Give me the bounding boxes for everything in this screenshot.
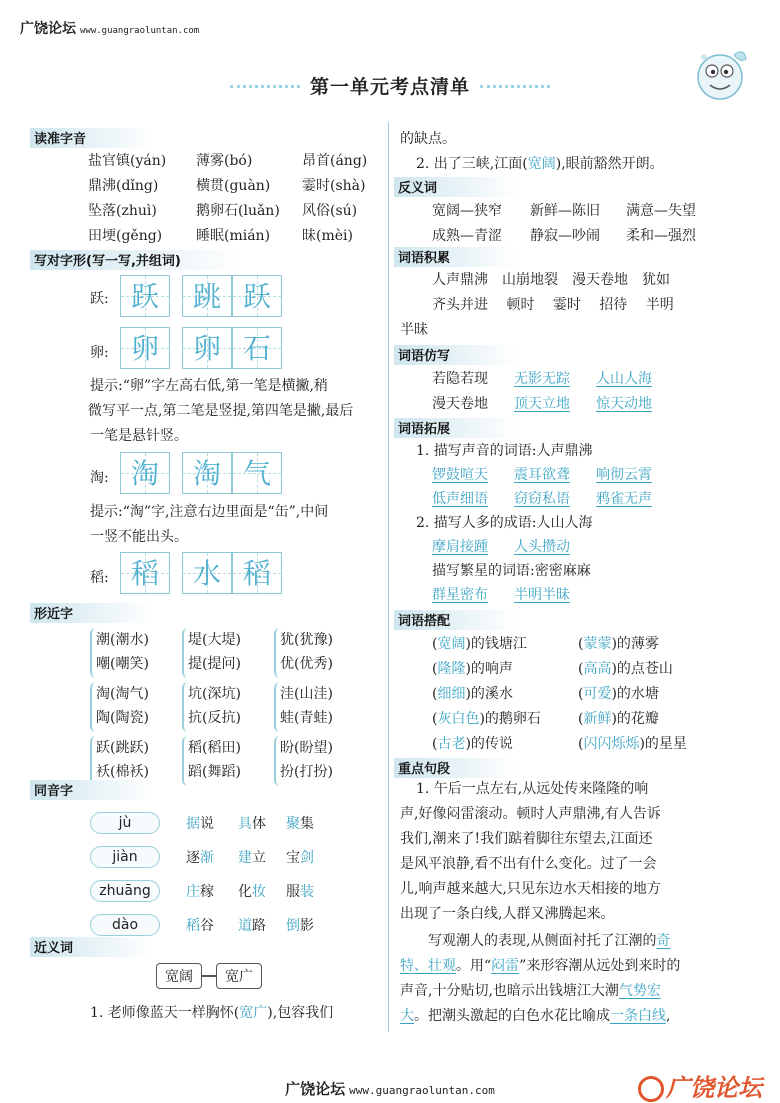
section-synonym-head: 近义词: [30, 937, 155, 957]
write-label: 卵:: [90, 345, 109, 361]
grid-cell: 石: [232, 327, 282, 369]
section-read-head: 读准字音: [30, 128, 155, 148]
header-site: [20, 18, 199, 38]
section-homophone-head: 同音字: [30, 780, 155, 800]
grid-cell: 淘: [182, 452, 232, 494]
read-row: 盐官镇(yán) 薄雾(bó) 昂首(áng): [88, 153, 368, 169]
grid-cell: 卵: [120, 327, 170, 369]
antonym-list: 宽阔—狭窄 新鲜—陈旧 满意—失望 成熟—青涩 静寂—吵闹 柔和—强烈: [432, 203, 696, 244]
homophone-list: [90, 806, 390, 942]
read-list: [88, 150, 388, 250]
page-title: 第一单元考点清单: [309, 76, 470, 98]
section-write-head: 写对字形(写一写,并组词): [30, 250, 245, 270]
write-tip-2: 提示:“淘”字,注意右边里面是“缶”,中间 一竖不能出头。: [90, 504, 329, 545]
write-tip-1: 提示:“卵”字左高右低,第一笔是横撇,稍 微写平一点,第二笔是竖提,第四笔是撇,最后 一笔是悬针竖。: [88, 378, 354, 444]
section-similar-head: 形近字: [30, 603, 155, 623]
grid-cell: 稻: [232, 552, 282, 594]
imitate-list: 若隐若现 无影无踪 人山人海 漫天卷地 顶天立地 惊天动地: [432, 371, 652, 412]
grid-cell: 水: [182, 552, 232, 594]
section-antonym-head: 反义词: [394, 177, 519, 197]
match-list: (宽阔)的钱塘江 (蒙蒙)的薄雾 (隆隆)的响声 (高高)的点苍山 (细细)的溪水 (可爱)的水塘 (灰白色)的鹅卵石 (新鲜)的花瓣 (古老)的传说 (闪闪烁烁)的星星: [432, 636, 687, 752]
right-cont-2: 2. 出了三峡,江面(宽阔),眼前豁然开朗。: [416, 156, 664, 172]
grid-cell: 跳: [182, 275, 232, 317]
expand-list: 1. 描写声音的词语:人声鼎沸 锣鼓喧天 震耳欲聋 响彻云霄 低声细语 窃窃私语 鸦雀无声 2. 描写人多的成语:人山人海 摩肩接踵 人头攒动 描写繁星的词语:密密麻麻 群星密布 半明半昧: [416, 443, 652, 603]
grid-cell: 淘: [120, 452, 170, 494]
similar-group: 淘(淘气) 陶(陶瓷) 坑(深坑) 抗(反抗) 洼(山洼) 蛙(青蛙): [90, 682, 390, 732]
section-imitate-head: 词语仿写: [394, 345, 519, 365]
right-cont-1: 的缺点。: [400, 131, 456, 147]
key-paragraph-1: 1. 午后一点左右,从远处传来隆隆的响 声,好像闷雷滚动。顿时人声鼎沸,有人告诉 我们,潮来了!我们踮着脚往东望去,江面还 是风平浪静,看不出有什么变化。过了一会 儿,响声越来越大,只见东边水天相接的地方 出现了一条白线,人群又沸腾起来。: [400, 781, 661, 922]
write-label: 淘:: [90, 470, 109, 486]
footer: 广饶论坛 www.guangraoluntan.com: [285, 1080, 495, 1098]
mascot-icon: [694, 45, 752, 105]
section-match-head: 词语搭配: [394, 610, 519, 630]
similar-groups: [90, 628, 390, 786]
homophone-row: jù 据说 具体 聚集: [90, 806, 390, 840]
logo-mark-icon: [638, 1076, 664, 1102]
read-row: 鼎沸(dǐng) 横贯(guàn) 霎时(shà): [88, 178, 366, 194]
synonym-sentence-1: 1. 老师像蓝天一样胸怀(宽广),包容我们: [90, 1005, 334, 1021]
similar-group: 潮(潮水) 嘲(嘲笑) 堤(大堤) 提(提问) 犹(犹豫) 优(优秀): [90, 628, 390, 678]
grid-cell: 卵: [182, 327, 232, 369]
site-name: 广饶论坛: [20, 21, 76, 37]
similar-group: 跃(跳跃) 袄(棉袄) 稻(稻田) 蹈(舞蹈) 盼(盼望) 扮(打扮): [90, 736, 390, 786]
write-grid-3: [120, 452, 282, 494]
write-grid-2: [120, 327, 282, 369]
section-accum-head: 词语积累: [394, 247, 519, 267]
grid-cell: 跃: [120, 275, 170, 317]
title-wrap: [0, 72, 780, 99]
link-connector: [202, 975, 216, 977]
key-paragraph-2: 写观潮人的表现,从侧面衬托了江潮的奇 特、壮观。用“闷雷”来形容潮从远处到来时的 声音,十分贴切,也暗示出钱塘江大潮气势宏 大。把潮头激起的白色水花比喻成一条白线,: [400, 933, 681, 1024]
grid-cell: 气: [232, 452, 282, 494]
column-divider: [388, 122, 389, 1032]
brand-logo: 广饶论坛: [638, 1068, 762, 1103]
synonym-pair: [156, 963, 262, 989]
accum-text: 人声鼎沸 山崩地裂 漫天卷地 犹如 齐头并进 顿时 霎时 招待 半明 半昧: [400, 272, 674, 338]
read-row: 田埂(gěng) 睡眠(mián) 昧(mèi): [88, 228, 353, 244]
homophone-row: dào 稻谷 道路 倒影: [90, 908, 390, 942]
footer-url[interactable]: www.guangraoluntan.com: [349, 1084, 495, 1097]
write-grid-4: [120, 552, 282, 594]
write-grid-1: [120, 275, 282, 317]
homophone-row: jiàn 逐渐 建立 宝剑: [90, 840, 390, 874]
grid-cell: 跃: [232, 275, 282, 317]
write-label: 稻:: [90, 570, 109, 586]
section-key-head: 重点句段: [394, 758, 519, 778]
section-expand-head: 词语拓展: [394, 418, 519, 438]
homophone-row: zhuāng 庄稼 化妆 服装: [90, 874, 390, 908]
synonym-word-a: 宽阔: [156, 963, 202, 989]
grid-cell: 稻: [120, 552, 170, 594]
site-url[interactable]: www.guangraoluntan.com: [80, 26, 200, 36]
synonym-word-b: 宽广: [216, 963, 262, 989]
read-row: 坠落(zhuì) 鹅卵石(luǎn) 风俗(sú): [88, 203, 358, 219]
write-label: 跃:: [90, 291, 109, 307]
